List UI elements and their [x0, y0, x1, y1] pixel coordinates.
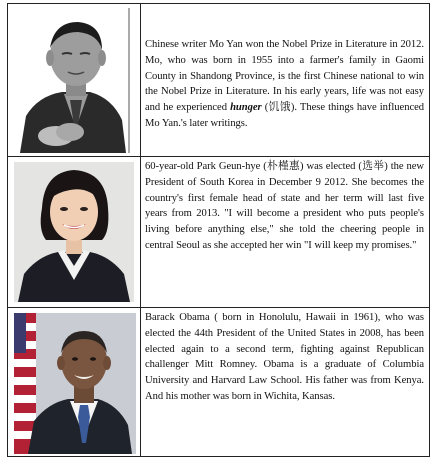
- park-geun-hye-photo: [14, 162, 134, 302]
- profiles-table: [7, 3, 430, 457]
- mo-yan-paragraph: Chinese writer Mo Yan won the Nobel Prize in Literature in 2012. Mo, who was born in 1955 into a farmer's family in Gaomi County in Shandong Province, is the first Chinese national to win the Nobel Prize in Literature. In his early years, life was not easy and he experienced hunger (饥饿). These things have influenced Mo Yan.'s later writings.: [145, 39, 424, 129]
- portrait-icon: [12, 8, 136, 153]
- portrait-icon: [14, 313, 136, 454]
- barack-obama-photo: [14, 313, 136, 454]
- row-divider-1: [8, 156, 429, 157]
- mo-yan-photo: [12, 8, 136, 153]
- park-geun-hye-paragraph: 60-year-old Park Geun-hye (朴槿惠) was elected (选举) the new President of South Korea in December 9 2012. She becomes the country's first female head of state and her term will last five years from 2013. "I will become a president who puts people's living before anything else," she told the cheering people in central Seoul as she accepted her win "I will keep my promises.": [145, 161, 424, 251]
- portrait-icon: [14, 162, 134, 302]
- barack-obama-paragraph: Barack Obama ( born in Honolulu, Hawaii in 1961), who was elected the 44th President of the United States in 2008, has been elected again to a second term, fighting against Republican challenger Mitt Romney. Obama is a graduate of Columbia University and Harvard Law School. His father was from Kenya. And his mother was born in Wichita, Kansas.: [145, 312, 424, 402]
- column-divider: [140, 4, 141, 456]
- row-divider-2: [8, 307, 429, 308]
